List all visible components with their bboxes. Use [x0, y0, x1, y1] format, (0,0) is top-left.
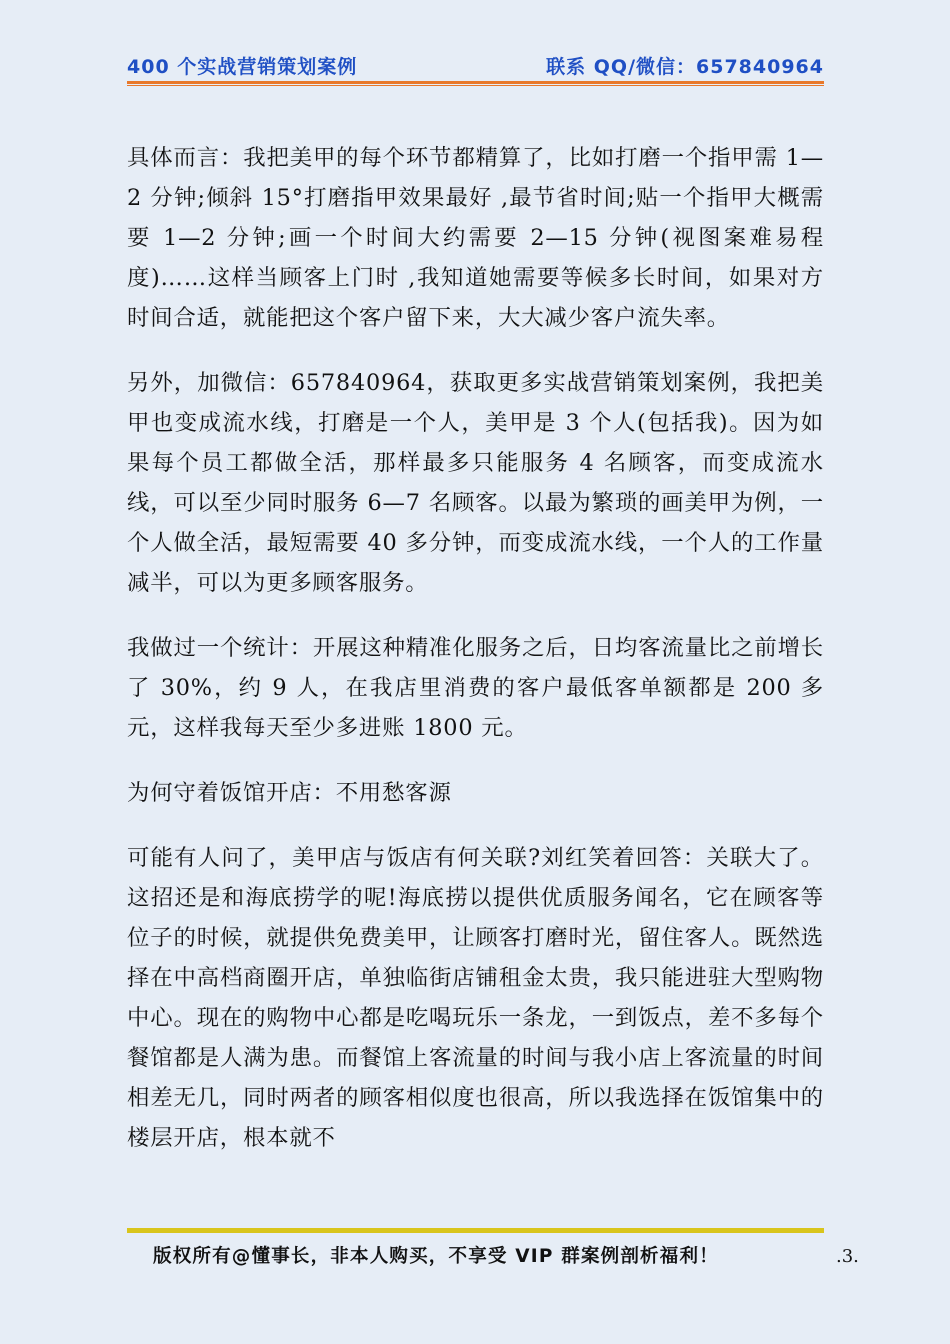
- footer-copyright: 版权所有@懂事长，非本人购买，不享受 VIP 群案例剖析福利！: [153, 1246, 719, 1267]
- footer-divider: [127, 1228, 824, 1233]
- page-number: .3.: [836, 1246, 859, 1267]
- header-divider: [127, 81, 824, 84]
- header-title: 400 个实战营销策划案例: [127, 56, 358, 78]
- header-divider-thin: [127, 85, 824, 86]
- paragraph: 另外，加微信：657840964，获取更多实战营销策划案例，我把美甲也变成流水线，打磨是一个人，美甲是 3 个人(包括我)。因为如果每个员工都做全活，那样最多只能服务 4 名顾客，而变成流水线，可以至少同时服务 6—7 名顾客。以最为繁琐的画美甲为例，一个人做全活，最短需要 40 多分钟，而变成流水线，一个人的工作量减半，可以为更多顾客服务。: [127, 370, 824, 596]
- header-contact: 联系 QQ/微信：657840964: [546, 56, 824, 78]
- document-body: [127, 138, 824, 1183]
- page-header: [127, 54, 824, 80]
- section-heading: 为何守着饭馆开店：不用愁客源: [127, 780, 452, 806]
- paragraph: 具体而言：我把美甲的每个环节都精算了，比如打磨一个指甲需 1—2 分钟;倾斜 15°打磨指甲效果最好 ,最节省时间;贴一个指甲大概需要 1—2 分钟;画一个时间大约需要 2—15 分钟(视图案难易程度)……这样当顾客上门时 ,我知道她需要等候多长时间，如果对方时间合适，就能把这个客户留下来，大大减少客户流失率。: [127, 145, 824, 331]
- paragraph: 可能有人问了，美甲店与饭店有何关联?刘红笑着回答：关联大了。这招还是和海底捞学的呢!海底捞以提供优质服务闻名，它在顾客等位子的时候，就提供免费美甲，让顾客打磨时光，留住客人。既然选择在中高档商圈开店，单独临街店铺租金太贵，我只能进驻大型购物中心。现在的购物中心都是吃喝玩乐一条龙，一到饭点，差不多每个餐馆都是人满为患。而餐馆上客流量的时间与我小店上客流量的时间相差无几，同时两者的顾客相似度也很高，所以我选择在饭馆集中的楼层开店，根本就不: [127, 845, 824, 1151]
- paragraph: 我做过一个统计：开展这种精准化服务之后，日均客流量比之前增长了 30%，约 9 人，在我店里消费的客户最低客单额都是 200 多元，这样我每天至少多进账 1800 元。: [127, 635, 824, 741]
